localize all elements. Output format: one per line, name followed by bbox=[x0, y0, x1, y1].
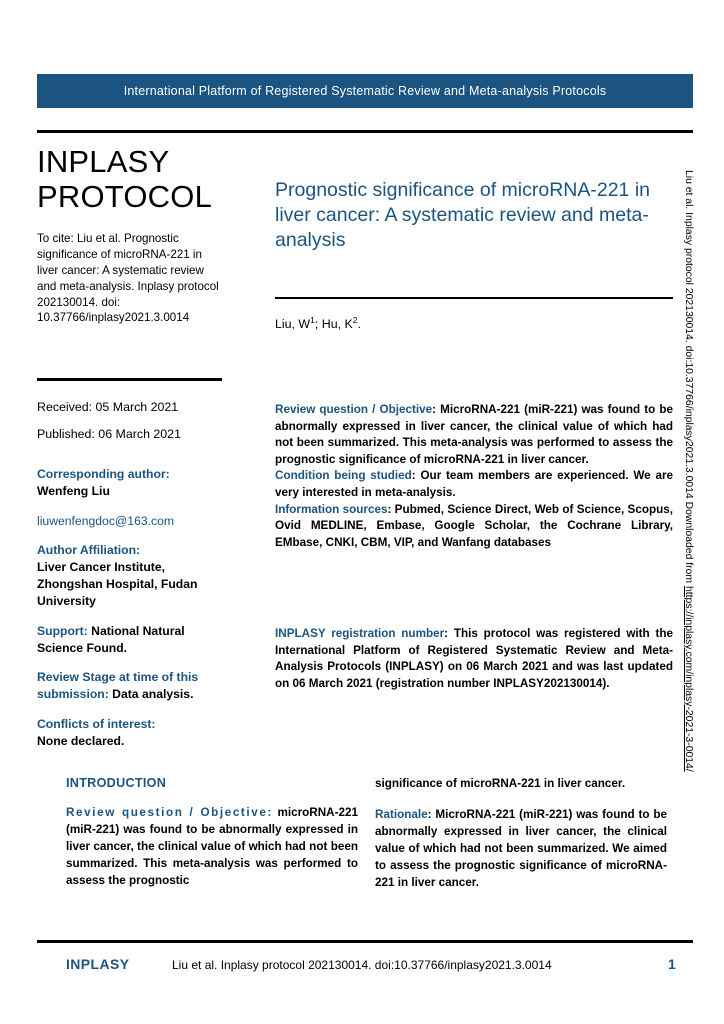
sidebar-download-link[interactable]: https://inplasy.com/inplasy-2021-3-0014/ bbox=[683, 585, 694, 772]
conflicts-group bbox=[37, 716, 232, 750]
publication-dates bbox=[37, 398, 232, 451]
review-stage-group bbox=[37, 669, 232, 703]
introduction-column-right bbox=[375, 776, 667, 892]
conflicts-value: None declared. bbox=[37, 733, 125, 748]
title-divider bbox=[275, 297, 673, 299]
abstract-condition-text: : Our team members are experienced. We are very interested in meta-analysis. bbox=[275, 469, 673, 500]
author-list-part1: Liu, W bbox=[275, 317, 311, 332]
abstract-review-question bbox=[275, 402, 673, 468]
abstract-condition bbox=[275, 468, 673, 501]
abstract-review-question-label: Review question / Objective bbox=[275, 403, 433, 416]
abstract-sources bbox=[275, 502, 673, 552]
support-label: Support: bbox=[37, 623, 88, 638]
conflicts-label: Conflicts of interest: bbox=[37, 717, 156, 732]
received-date: Received: 05 March 2021 bbox=[37, 400, 179, 414]
sidebar-download-note bbox=[683, 170, 694, 790]
introduction-continuation: significance of microRNA-221 in liver cancer. bbox=[375, 777, 626, 790]
introduction-review-question-text: microRNA-221 (miR-221) was found to be abnormally expressed in liver cancer, the clinical value of which had not been summarized. This meta-analysis was performed to assess the prognostic bbox=[66, 806, 358, 887]
registration-label: INPLASY registration number bbox=[275, 627, 445, 640]
published-date: Published: 06 March 2021 bbox=[37, 426, 181, 441]
inplasy-logotype bbox=[37, 145, 222, 214]
inplasy-logotype-line1: INPLASY bbox=[37, 144, 170, 179]
footer-brand: INPLASY bbox=[66, 956, 130, 972]
header-divider bbox=[37, 130, 693, 133]
paragraph-spacer bbox=[375, 793, 667, 807]
metadata-block bbox=[37, 466, 232, 763]
author-affil-marker-1: 1 bbox=[310, 315, 315, 325]
article-title: Prognostic significance of microRNA-221 in liver cancer: A systematic review and meta-analysis bbox=[275, 179, 650, 251]
footer-citation: Liu et al. Inplasy protocol 202130014. doi:10.37766/inplasy2021.3.0014 bbox=[172, 958, 552, 972]
author-affiliation-value: Liver Cancer Institute, Zhongshan Hospital, Fudan University bbox=[37, 560, 198, 608]
introduction-rationale-text: : MicroRNA-221 (miR-221) was found to be abnormally expressed in liver cancer, the clinical value of which had not been summarized. We aimed to assess the prognostic significance of microRNA-221 in liver cancer. bbox=[375, 807, 667, 889]
introduction-rationale bbox=[375, 807, 667, 892]
author-affil-marker-2: 2 bbox=[352, 315, 358, 325]
journal-banner-text: International Platform of Registered Systematic Review and Meta-analysis Protocols bbox=[123, 84, 607, 98]
author-list-part2: ; Hu, K bbox=[314, 317, 353, 332]
inplasy-logotype-line2: PROTOCOL bbox=[37, 178, 213, 214]
abstract-review-question-text: : MicroRNA-221 (miR-221) was found to be abnormally expressed in liver cancer, the clinical value of which had not been summarized. This meta-analysis was performed to assess the prognostic significance of microRNA-221 in liver cancer. bbox=[275, 403, 673, 466]
abstract-sources-label: Information sources bbox=[275, 502, 388, 516]
corresponding-author-email-group bbox=[37, 513, 232, 530]
how-to-cite-text: To cite: Liu et al. Prognostic significance of microRNA-221 in liver cancer: A systematic review and meta-analysis. Inplasy protocol 202130014. doi: 10.37766/inplasy2021.3.0014 bbox=[37, 232, 219, 325]
introduction-review-question-label: Review question / Objective: bbox=[66, 806, 273, 819]
footer-page-number: 1 bbox=[668, 956, 676, 972]
introduction-column-left bbox=[66, 805, 358, 890]
review-stage-label: Review Stage at time of this submission: bbox=[37, 670, 199, 702]
footer-divider bbox=[37, 940, 693, 943]
corresponding-author-name: Wenfeng Liu bbox=[37, 483, 110, 498]
abstract-sources-text: : Pubmed, Science Direct, Web of Science, Scopus, Ovid MEDLINE, Embase, Google Scholar, the Cochrane Library, EMbase, CNKI, CBM, VIP, and Wanfang databases bbox=[275, 502, 673, 549]
support-group bbox=[37, 623, 232, 657]
support-value: National Natural Science Found. bbox=[37, 623, 185, 655]
introduction-heading: INTRODUCTION bbox=[66, 776, 167, 790]
left-column bbox=[37, 145, 222, 326]
journal-banner bbox=[37, 74, 693, 108]
abstract-condition-label: Condition being studied bbox=[275, 469, 412, 483]
sidebar-download-note-text: Liu et al. Inplasy protocol 202130014. doi:10.37766/inplasy2021.3.0014 Downloaded from bbox=[683, 170, 694, 586]
corresponding-author-label: Corresponding author: bbox=[37, 467, 170, 481]
corresponding-author-group bbox=[37, 466, 232, 500]
author-list-end: . bbox=[357, 317, 361, 332]
corresponding-author-email[interactable]: liuwenfengdoc@163.com bbox=[37, 513, 175, 528]
abstract-block bbox=[275, 402, 673, 551]
introduction-rationale-label: Rationale bbox=[375, 807, 428, 821]
registration-block bbox=[275, 626, 673, 692]
author-affiliation-group bbox=[37, 542, 232, 609]
left-column-divider bbox=[37, 378, 222, 381]
review-stage-value: Data analysis. bbox=[112, 687, 194, 702]
author-list bbox=[275, 315, 673, 331]
author-affiliation-label: Author Affiliation: bbox=[37, 543, 141, 558]
registration-text: : This protocol was registered with the International Platform of Registered Systematic Review and Meta-Analysis Protocols (INPLASY) on 06 March 2021 and was last updated on 06 March 2021 (registration number INPLASY202130014). bbox=[275, 627, 673, 690]
